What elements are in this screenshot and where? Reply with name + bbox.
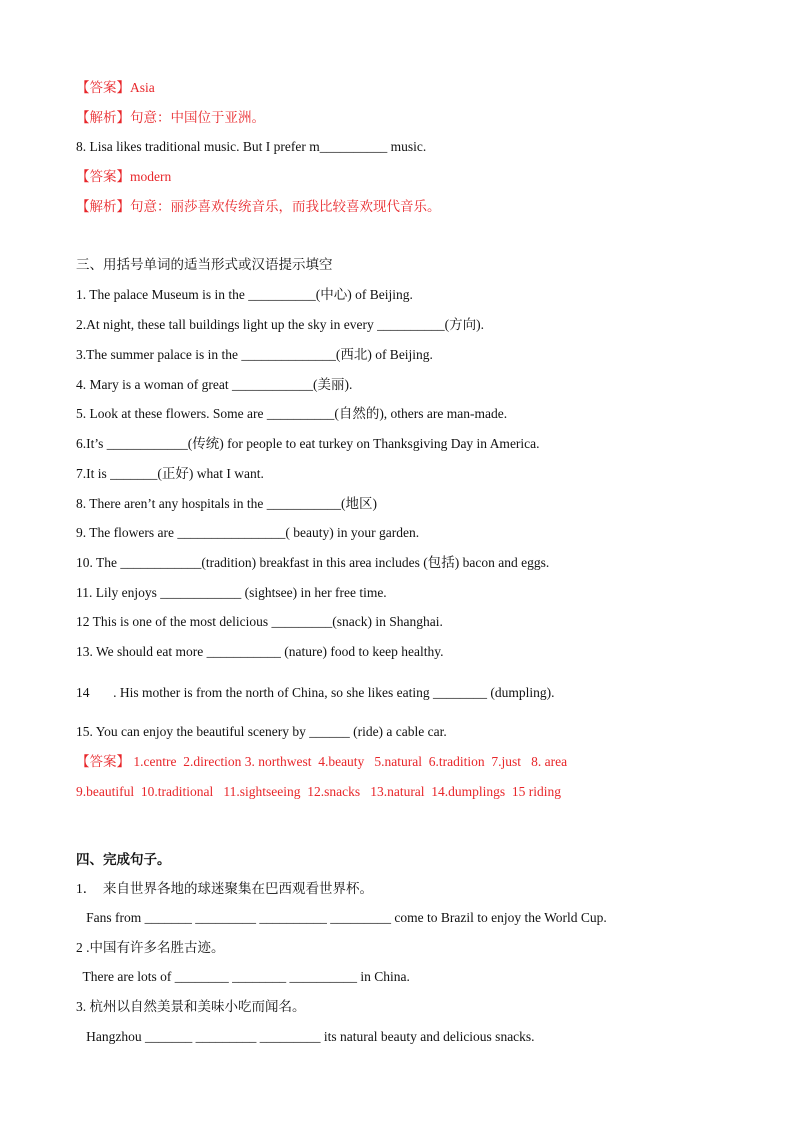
question-line: 4. Mary is a woman of great ____________(美丽).: [76, 377, 353, 392]
question-line: 9. The flowers are ________________( beauty) in your garden.: [76, 525, 420, 540]
question-line: 13. We should eat more ___________ (nature) food to keep healthy.: [76, 644, 444, 659]
question-line: 1． 来自世界各地的球迷聚集在巴西观看世界杯。: [76, 881, 373, 896]
answer-line: 9.beautiful 10.traditional 11.sightseeing 12.snacks 13.natural 14.dumplings 15 riding: [76, 784, 562, 799]
answer-line: 【答案】modern: [76, 169, 172, 184]
question-line: 5. Look at these flowers. Some are __________(自然的), others are man-made.: [76, 406, 508, 421]
question-line: Hangzhou _______ _________ _________ its natural beauty and delicious snacks.: [76, 1029, 535, 1044]
question-line: 10. The ____________(tradition) breakfast in this area includes (包括) bacon and eggs.: [76, 555, 550, 570]
question-line: 6.It’s ____________(传统) for people to eat turkey on Thanksgiving Day in America.: [76, 436, 540, 451]
question-line: 8. Lisa likes traditional music. But I prefer m__________ music.: [76, 139, 427, 154]
question-line: 11. Lily enjoys ____________ (sightsee) in her free time.: [76, 585, 387, 600]
question-line: Fans from _______ _________ __________ _________ come to Brazil to enjoy the World Cup.: [76, 910, 607, 925]
question-line: 8. There aren’t any hospitals in the ___________(地区): [76, 496, 377, 511]
question-line: 7.It is _______(正好) what I want.: [76, 466, 264, 481]
question-line: 3. 杭州以自然美景和美味小吃而闻名。: [76, 999, 306, 1014]
answer-line: 【答案】Asia: [76, 80, 155, 95]
section-heading: 四、完成句子。: [76, 852, 171, 867]
section-heading: 三、用括号单词的适当形式或汉语提示填空: [76, 257, 333, 272]
question-line: 15. You can enjoy the beautiful scenery by ______ (ride) a cable car.: [76, 724, 447, 739]
question-line: 3.The summer palace is in the ______________(西北) of Beijing.: [76, 347, 433, 362]
question-line: 12 This is one of the most delicious _________(snack) in Shanghai.: [76, 614, 443, 629]
question-line: 1. The palace Museum is in the __________(中心) of Beijing.: [76, 287, 413, 302]
question-line: 2.At night, these tall buildings light up the sky in every __________(方向).: [76, 317, 484, 332]
question-line: 2 .中国有许多名胜古迹。: [76, 940, 225, 955]
answer-line: 【答案】 1.centre 2.direction 3. northwest 4.beauty 5.natural 6.tradition 7.just 8. area: [76, 754, 568, 769]
question-line: There are lots of ________ ________ __________ in China.: [76, 969, 410, 984]
explanation-line: 【解析】句意：中国位于亚洲。: [76, 110, 265, 125]
question-line: 14 . His mother is from the north of China, so she likes eating ________ (dumpling).: [76, 685, 555, 700]
explanation-line: 【解析】句意：丽莎喜欢传统音乐，而我比较喜欢现代音乐。: [76, 199, 441, 214]
